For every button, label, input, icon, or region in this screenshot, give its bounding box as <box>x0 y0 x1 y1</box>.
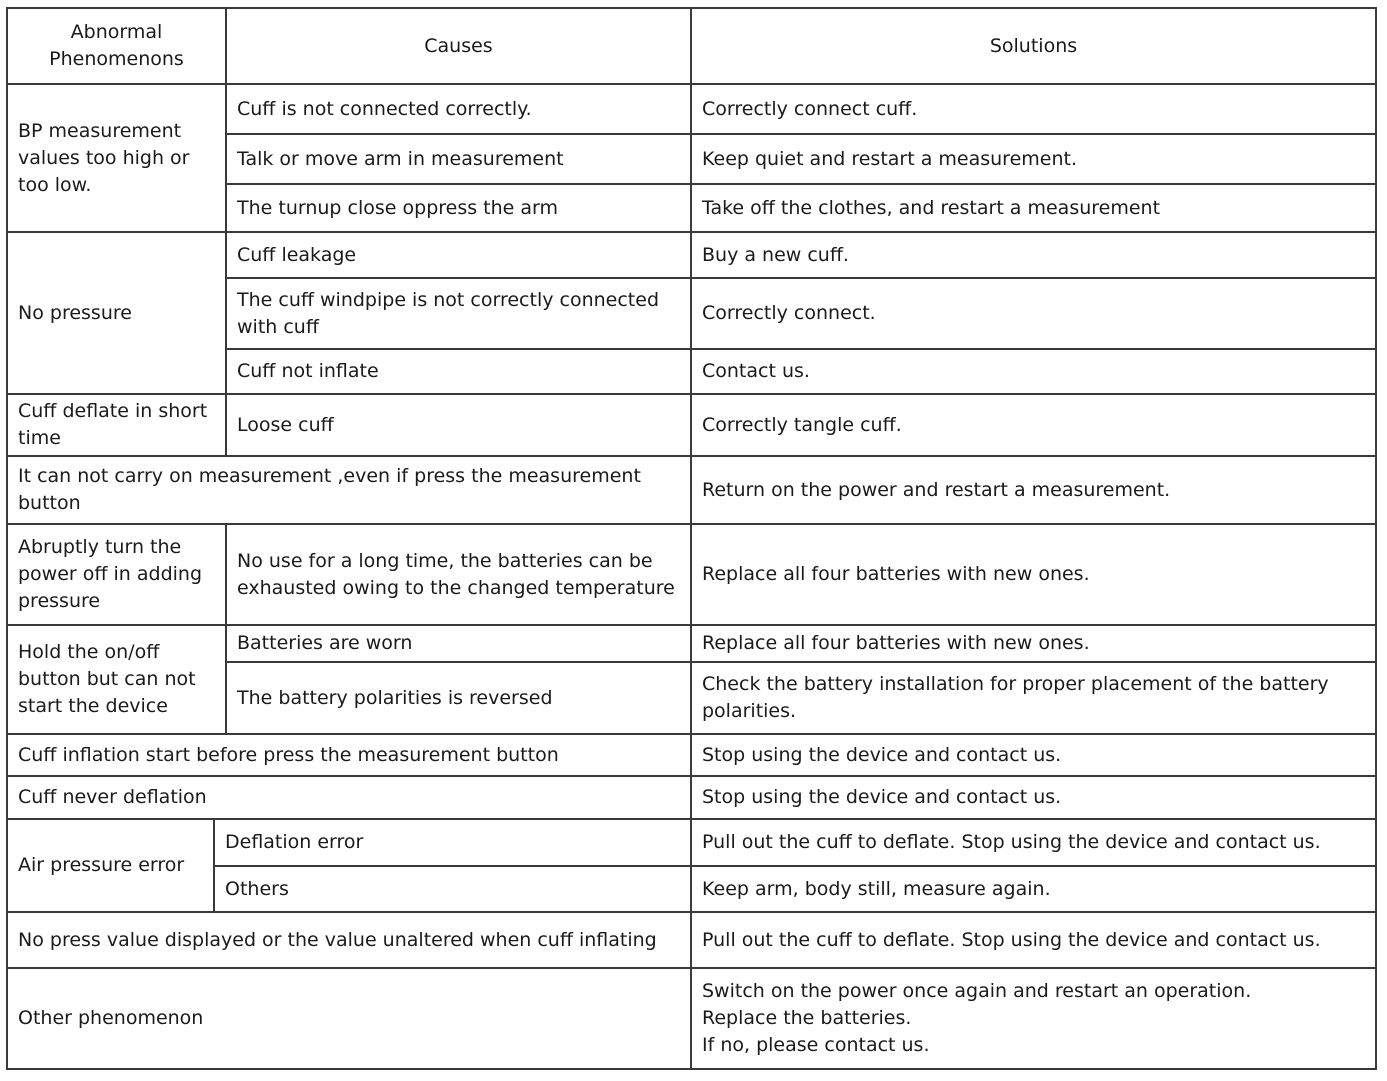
phenomenon-no-pressure: No pressure <box>18 301 132 324</box>
solution-cell: Buy a new cuff. <box>702 243 849 266</box>
cause-cell: The cuff windpipe is not correctly connected with cuff <box>237 288 659 338</box>
solution-cell: Correctly tangle cuff. <box>702 413 902 436</box>
solution-cell: Replace all four batteries with new ones. <box>702 632 1090 654</box>
header-phenomenon: Abnormal Phenomenons <box>49 21 184 70</box>
header-solutions: Solutions <box>989 34 1078 57</box>
phenomenon-no-press-value: No press value displayed or the value unaltered when cuff inflating <box>18 928 657 951</box>
phenomenon-cuff-deflate: Cuff deflate in short time <box>18 400 208 449</box>
cause-cell: Talk or move arm in measurement <box>237 147 564 170</box>
cause-cell: Loose cuff <box>237 413 334 436</box>
phenomenon-other: Other phenomenon <box>18 1007 204 1029</box>
phenomenon-can-not-carry-on: It can not carry on measurement ,even if press the measurement button <box>18 465 641 514</box>
solution-cell: Keep quiet and restart a measurement. <box>702 147 1077 170</box>
header-causes: Causes <box>424 34 493 57</box>
cause-cell: No use for a long time, the batteries can be exhausted owing to the changed temperature <box>237 549 675 599</box>
solution-cell: Check the battery installation for proper placement of the battery polarities. <box>702 673 1329 722</box>
solution-cell: Stop using the device and contact us. <box>702 743 1062 766</box>
cause-cell: Cuff not inflate <box>237 360 379 382</box>
solution-cell: Replace all four batteries with new ones. <box>702 563 1090 585</box>
phenomenon-cuff-inflation-start: Cuff inflation start before press the measurement button <box>18 743 559 766</box>
solution-cell: Return on the power and restart a measurement. <box>702 478 1171 501</box>
solution-cell: Contact us. <box>702 360 810 382</box>
cause-cell: Cuff leakage <box>237 243 357 266</box>
cause-cell: The turnup close oppress the arm <box>237 196 559 219</box>
table-border-right <box>1375 7 1377 1070</box>
solution-cell: Switch on the power once again and restart an operation. Replace the batteries. If no, please contact us. <box>702 980 1252 1056</box>
solution-cell: Correctly connect. <box>702 302 876 324</box>
solution-cell: Stop using the device and contact us. <box>702 786 1062 808</box>
phenomenon-hold-on-off: Hold the on/off button but can not start the device <box>18 641 196 717</box>
phenomenon-air-pressure-error: Air pressure error <box>18 854 185 876</box>
solution-cell: Correctly connect cuff. <box>702 97 918 120</box>
cause-cell: The battery polarities is reversed <box>237 686 553 709</box>
phenomenon-cuff-never-deflation: Cuff never deflation <box>18 786 207 808</box>
cause-cell: Cuff is not connected correctly. <box>237 97 532 120</box>
phenomenon-abrupt-power-off: Abruptly turn the power off in adding pressure <box>18 536 203 612</box>
solution-cell: Pull out the cuff to deflate. Stop using the device and contact us. <box>702 831 1321 853</box>
cause-cell: Others <box>225 877 289 900</box>
solution-cell: Keep arm, body still, measure again. <box>702 877 1051 900</box>
cause-cell: Batteries are worn <box>237 632 413 654</box>
cause-cell: Deflation error <box>225 831 364 853</box>
solution-cell: Pull out the cuff to deflate. Stop using the device and contact us. <box>702 928 1321 951</box>
phenomenon-bp: BP measurement values too high or too low. <box>18 119 190 196</box>
solution-cell: Take off the clothes, and restart a measurement <box>702 196 1161 219</box>
